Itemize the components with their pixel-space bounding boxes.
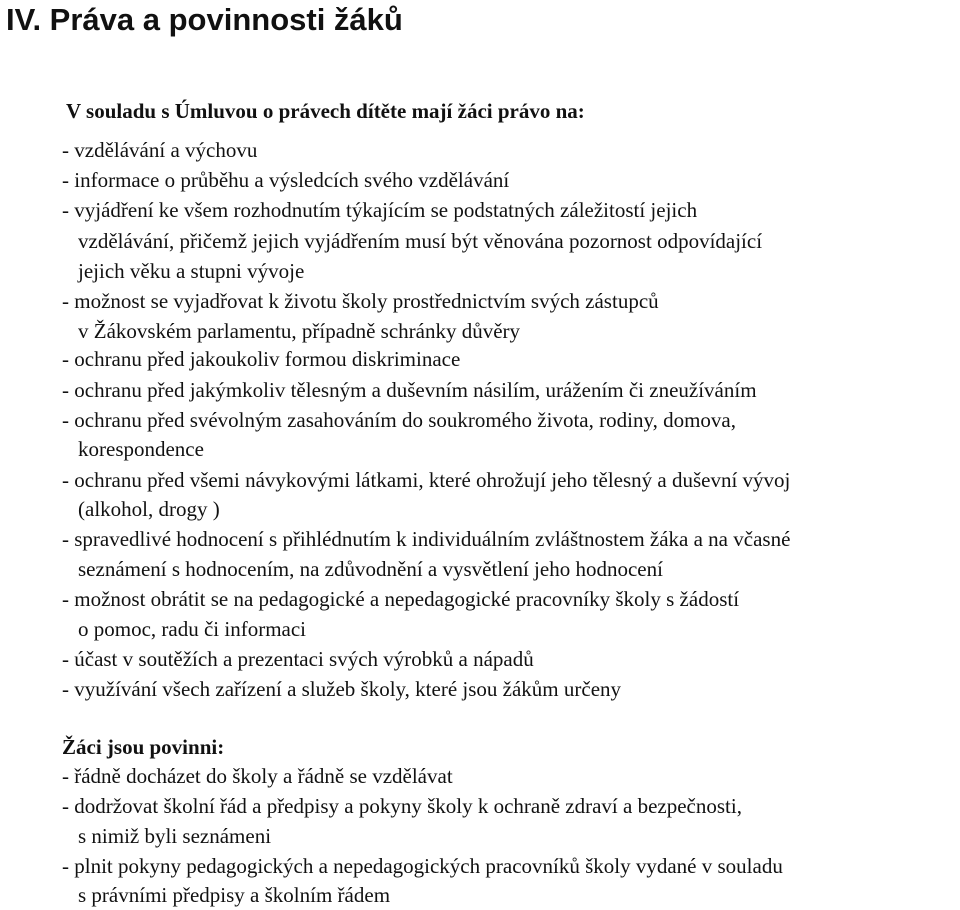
list-item-continuation: seznámení s hodnocením, na zdůvodnění a vysvětlení jeho hodnocení — [78, 557, 663, 581]
list-item-continuation: o pomoc, radu či informaci — [78, 617, 307, 641]
list-item-continuation: v Žákovském parlamentu, případně schránky důvěry — [78, 319, 521, 343]
list-item-continuation: (alkohol, drogy ) — [78, 497, 220, 521]
list-item: - ochranu před svévolným zasahováním do soukromého života, rodiny, domova, — [62, 408, 736, 432]
list-item: - ochranu před jakýmkoliv tělesným a duševním násilím, urážením či zneužíváním — [62, 378, 757, 402]
list-item: - dodržovat školní řád a předpisy a pokyny školy k ochraně zdraví a bezpečnosti, — [62, 794, 742, 818]
list-item-continuation: s právními předpisy a školním řádem — [78, 883, 391, 907]
list-item: - informace o průběhu a výsledcích svého vzdělávání — [62, 168, 510, 192]
list-item: - plnit pokyny pedagogických a nepedagogických pracovníků školy vydané v souladu — [62, 854, 783, 878]
list-item-continuation: vzdělávání, přičemž jejich vyjádřením musí být věnována pozornost odpovídající — [78, 229, 763, 253]
list-item-continuation: korespondence — [78, 437, 204, 461]
list-item-continuation: jejich věku a stupni vývoje — [78, 259, 305, 283]
list-item: - ochranu před jakoukoliv formou diskriminace — [62, 347, 461, 371]
list-item: - vyjádření ke všem rozhodnutím týkajícím se podstatných záležitostí jejich — [62, 198, 698, 222]
list-item: - řádně docházet do školy a řádně se vzdělávat — [62, 764, 453, 788]
list-item: - možnost obrátit se na pedagogické a nepedagogické pracovníky školy s žádostí — [62, 587, 740, 611]
list-item: - účast v soutěžích a prezentaci svých výrobků a nápadů — [62, 647, 534, 671]
list-item: - spravedlivé hodnocení s přihlédnutím k individuálním zvláštnostem žáka a na včasné — [62, 527, 791, 551]
list-item-continuation: s nimiž byli seznámeni — [78, 824, 272, 848]
list-item: - využívání všech zařízení a služeb školy, které jsou žákům určeny — [62, 677, 622, 701]
duties-heading: Žáci jsou povinni: — [62, 735, 225, 759]
page-title: IV. Práva a povinnosti žáků — [6, 2, 403, 37]
list-item: - ochranu před všemi návykovými látkami, které ohrožují jeho tělesný a duševní vývoj — [62, 468, 791, 492]
rights-heading: V souladu s Úmluvou o právech dítěte mají žáci právo na: — [66, 99, 585, 123]
list-item: - možnost se vyjadřovat k životu školy prostřednictvím svých zástupců — [62, 289, 659, 313]
list-item: - vzdělávání a výchovu — [62, 138, 258, 162]
